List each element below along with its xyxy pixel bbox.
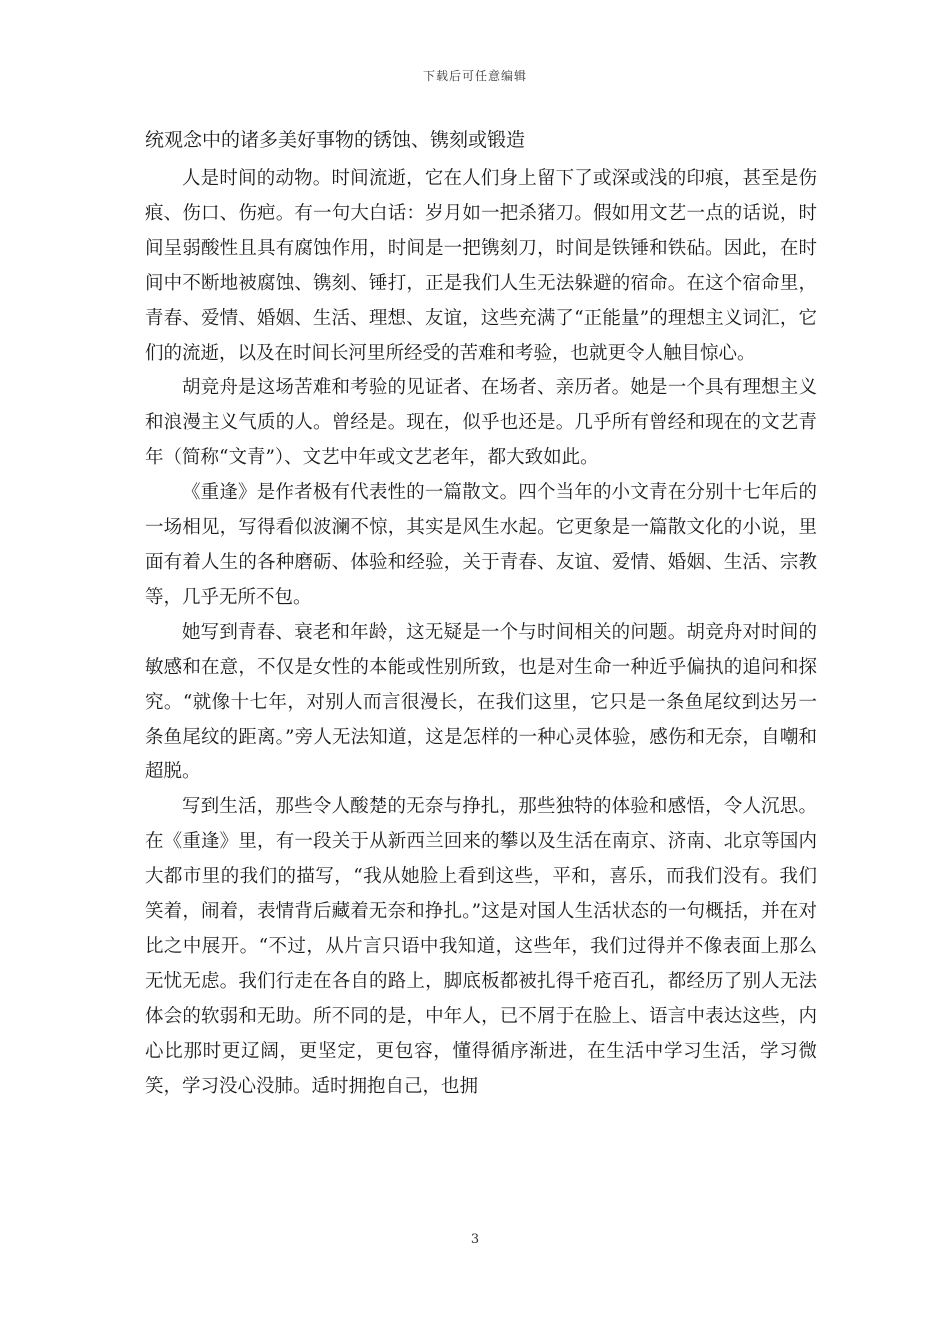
page-header: 下载后可任意编辑 [422, 69, 527, 83]
paragraph-3: 《重逢》是作者极有代表性的一篇散文。四个当年的小文青在分别十七年后的一场相见，写得看似波澜不惊，其实是风生水起。它更象是一篇散文化的小说，里面有着人生的各种磨砺、体验和经验，关于青春、友谊、爱情、婚姻、生活、宗教等，几乎无所不包。 [145, 482, 817, 608]
article-title: 统观念中的诸多美好事物的锈蚀、镌刻或锻造 [145, 129, 526, 151]
paragraph-1: 人是时间的动物。时间流逝，它在人们身上留下了或深或浅的印痕，甚至是伤痕、伤口、伤疤。有一句大白话：岁月如一把杀猪刀。假如用文艺一点的话说，时间呈弱酸性且具有腐蚀作用，时间是一把镌刻刀，时间是铁锤和铁砧。因此，在时间中不断地被腐蚀、镌刻、锤打，正是我们人生无法躲避的宿命。在这个宿命里，青春、爱情、婚姻、生活、理想、友谊，这些充满了“正能量”的理想主义词汇，它们的流逝，以及在时间长河里所经受的苦难和考验，也就更令人触目惊心。 [145, 168, 817, 364]
article-body [145, 162, 817, 1104]
page-number: 3 [470, 1232, 480, 1247]
paragraph-2: 胡竞舟是这场苦难和考验的见证者、在场者、亲历者。她是一个具有理想主义和浪漫主义气质的人。曾经是。现在，似乎也还是。几乎所有曾经和现在的文艺青年（简称“文青”）、文艺中年或文艺老年，都大致如此。 [145, 377, 817, 469]
paragraph-5: 写到生活，那些令人酸楚的无奈与挣扎，那些独特的体验和感悟，令人沉思。在《重逢》里，有一段关于从新西兰回来的攀以及生活在南京、济南、北京等国内大都市里的我们的描写，“我从她脸上看到这些，平和，喜乐，而我们没有。我们笑着，闹着，表情背后藏着无奈和挣扎。”这是对国人生活状态的一句概括，并在对比之中展开。“不过，从片言只语中我知道，这些年，我们过得并不像表面上那么无忧无虑。我们行走在各自的路上，脚底板都被扎得千疮百孔，都经历了别人无法体会的软弱和无助。所不同的是，中年人，已不屑于在脸上、语言中表达这些，内心比那时更辽阔，更坚定，更包容，懂得循序渐进，在生活中学习生活，学习微笑，学习没心没肺。适时拥抱自己，也拥 [145, 796, 817, 1097]
paragraph-4: 她写到青春、衰老和年龄，这无疑是一个与时间相关的问题。胡竞舟对时间的敏感和在意，不仅是女性的本能或性别所致，也是对生命一种近乎偏执的追问和探究。“就像十七年，对别人而言很漫长，在我们这里，它只是一条鱼尾纹到达另一条鱼尾纹的距离。”旁人无法知道，这是怎样的一种心灵体验，感伤和无奈，自嘲和超脱。 [145, 621, 817, 783]
